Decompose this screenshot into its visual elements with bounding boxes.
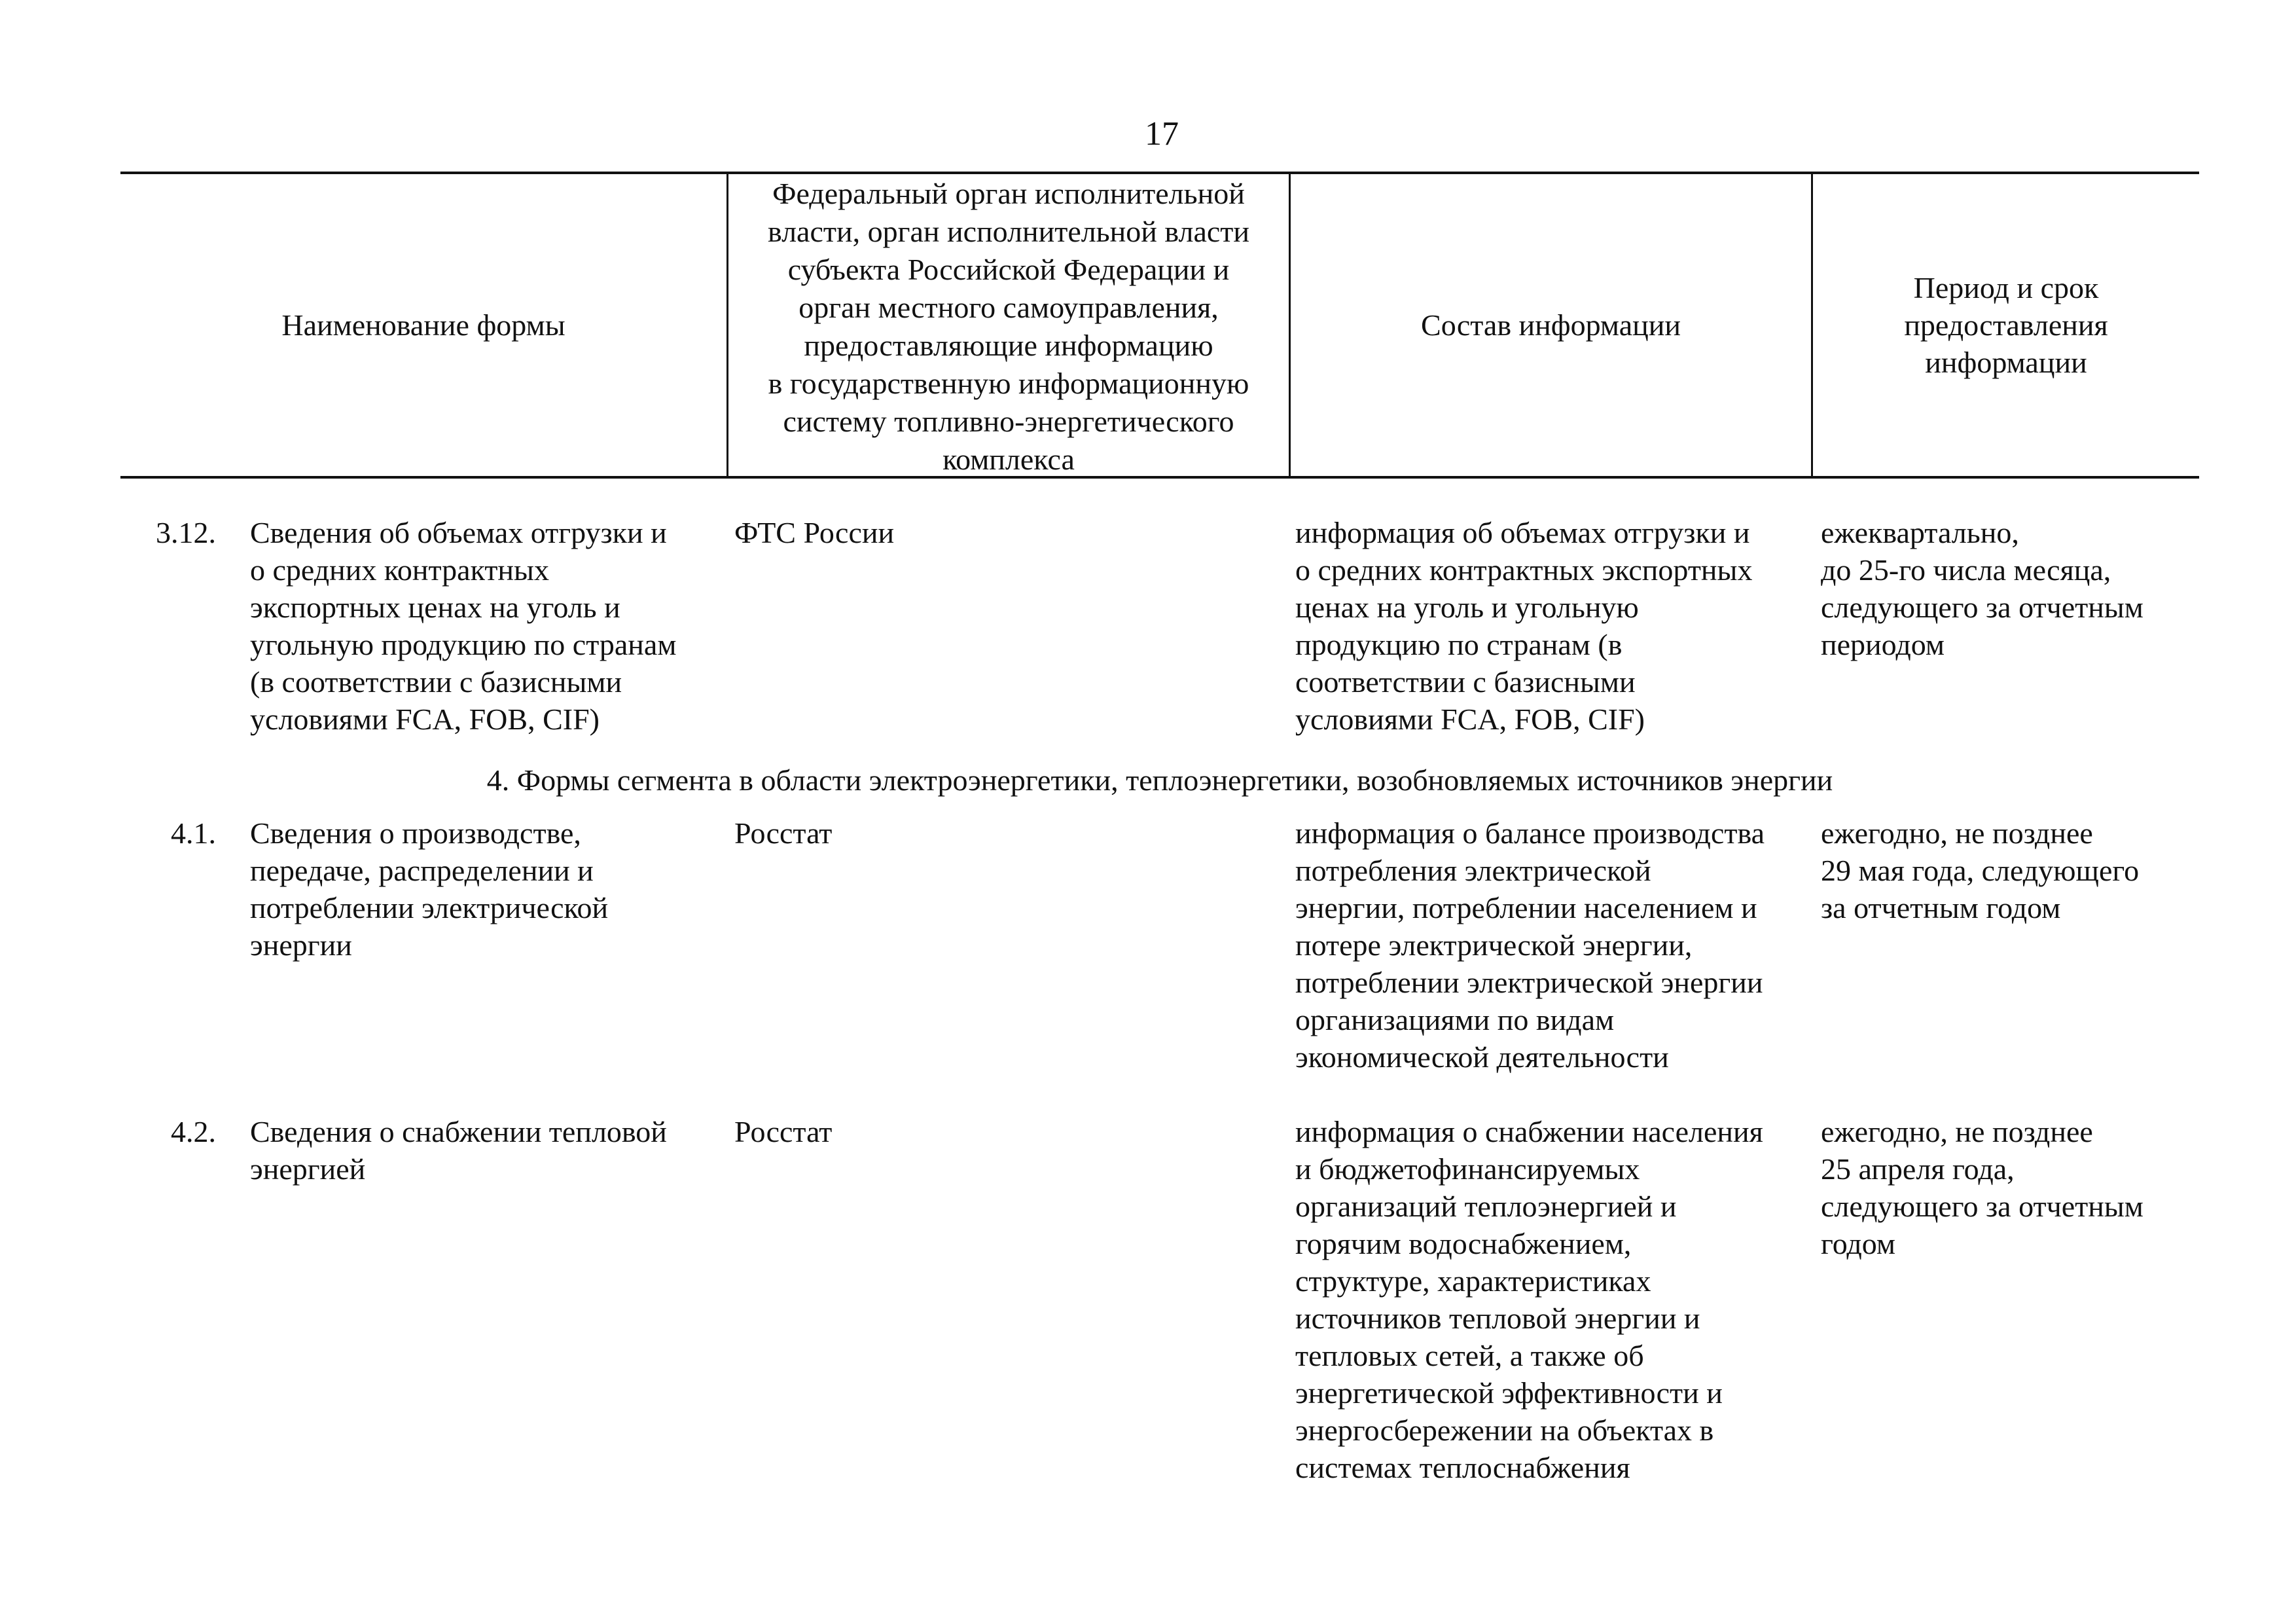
period: ежегодно, не позднее 25 апреля года, следующего за отчетным годом bbox=[1821, 1115, 2144, 1260]
header-period bbox=[1813, 172, 2199, 477]
row-number: 4.2. bbox=[171, 1115, 216, 1148]
form-name: Сведения об объемах отгрузки и о средних контрактных экспортных ценах на уголь и угольную продукцию по странам (в соответствии с базисными условиями FCA, FOB, CIF) bbox=[250, 516, 677, 736]
form-name: Сведения о производстве, передаче, распределении и потреблении электрической энергии bbox=[250, 816, 609, 962]
header-authority bbox=[728, 172, 1289, 480]
info-composition: информация о снабжении населения и бюджетофинансируемых организаций теплоэнергией и горячим водоснабжением, структуре, характеристиках источников тепловой энергии и тепловых сетей, а также об энергетической эффективности и энергосбережении на объектах в системах теплоснабжения bbox=[1295, 1115, 1763, 1484]
header-period-text: Период и срок предоставления информации bbox=[1904, 270, 2108, 379]
header-info-composition-text: Состав информации bbox=[1421, 308, 1681, 342]
header-authority-text: Федеральный орган исполнительной власти, орган исполнительной власти субъекта Российской Федерации и орган местного самоуправления, предоставляющие информацию в государственную информационную систему топливно-энергетического комплекса bbox=[767, 177, 1250, 476]
form-name: Сведения о снабжении тепловой энергией bbox=[250, 1115, 667, 1186]
period: ежегодно, не позднее 29 мая года, следующего за отчетным годом bbox=[1821, 816, 2140, 924]
row-number: 3.12. bbox=[156, 516, 216, 549]
authority: ФТС России bbox=[734, 516, 895, 549]
page-number: 17 bbox=[1145, 115, 1179, 153]
header-form-name bbox=[120, 172, 726, 477]
header-form-name-text: Наименование формы bbox=[281, 308, 565, 342]
header-info-composition bbox=[1291, 172, 1811, 477]
info-composition: информация об объемах отгрузки и о средних контрактных экспортных ценах на уголь и угольную продукцию по странам (в соответствии с базисными условиями FCA, FOB, CIF) bbox=[1295, 516, 1753, 736]
info-composition: информация о балансе производства потребления электрической энергии, потреблении населением и потере электрической энергии, потреблении электрической энергии организациями по видам экономической деятельности bbox=[1295, 816, 1765, 1074]
authority: Росстат bbox=[734, 816, 833, 850]
row-number: 4.1. bbox=[171, 816, 216, 850]
authority: Росстат bbox=[734, 1115, 833, 1148]
section-title: 4. Формы сегмента в области электроэнергетики, теплоэнергетики, возобновляемых источников энергии bbox=[486, 763, 1833, 797]
period: ежеквартально, до 25-го числа месяца, следующего за отчетным периодом bbox=[1821, 516, 2144, 661]
